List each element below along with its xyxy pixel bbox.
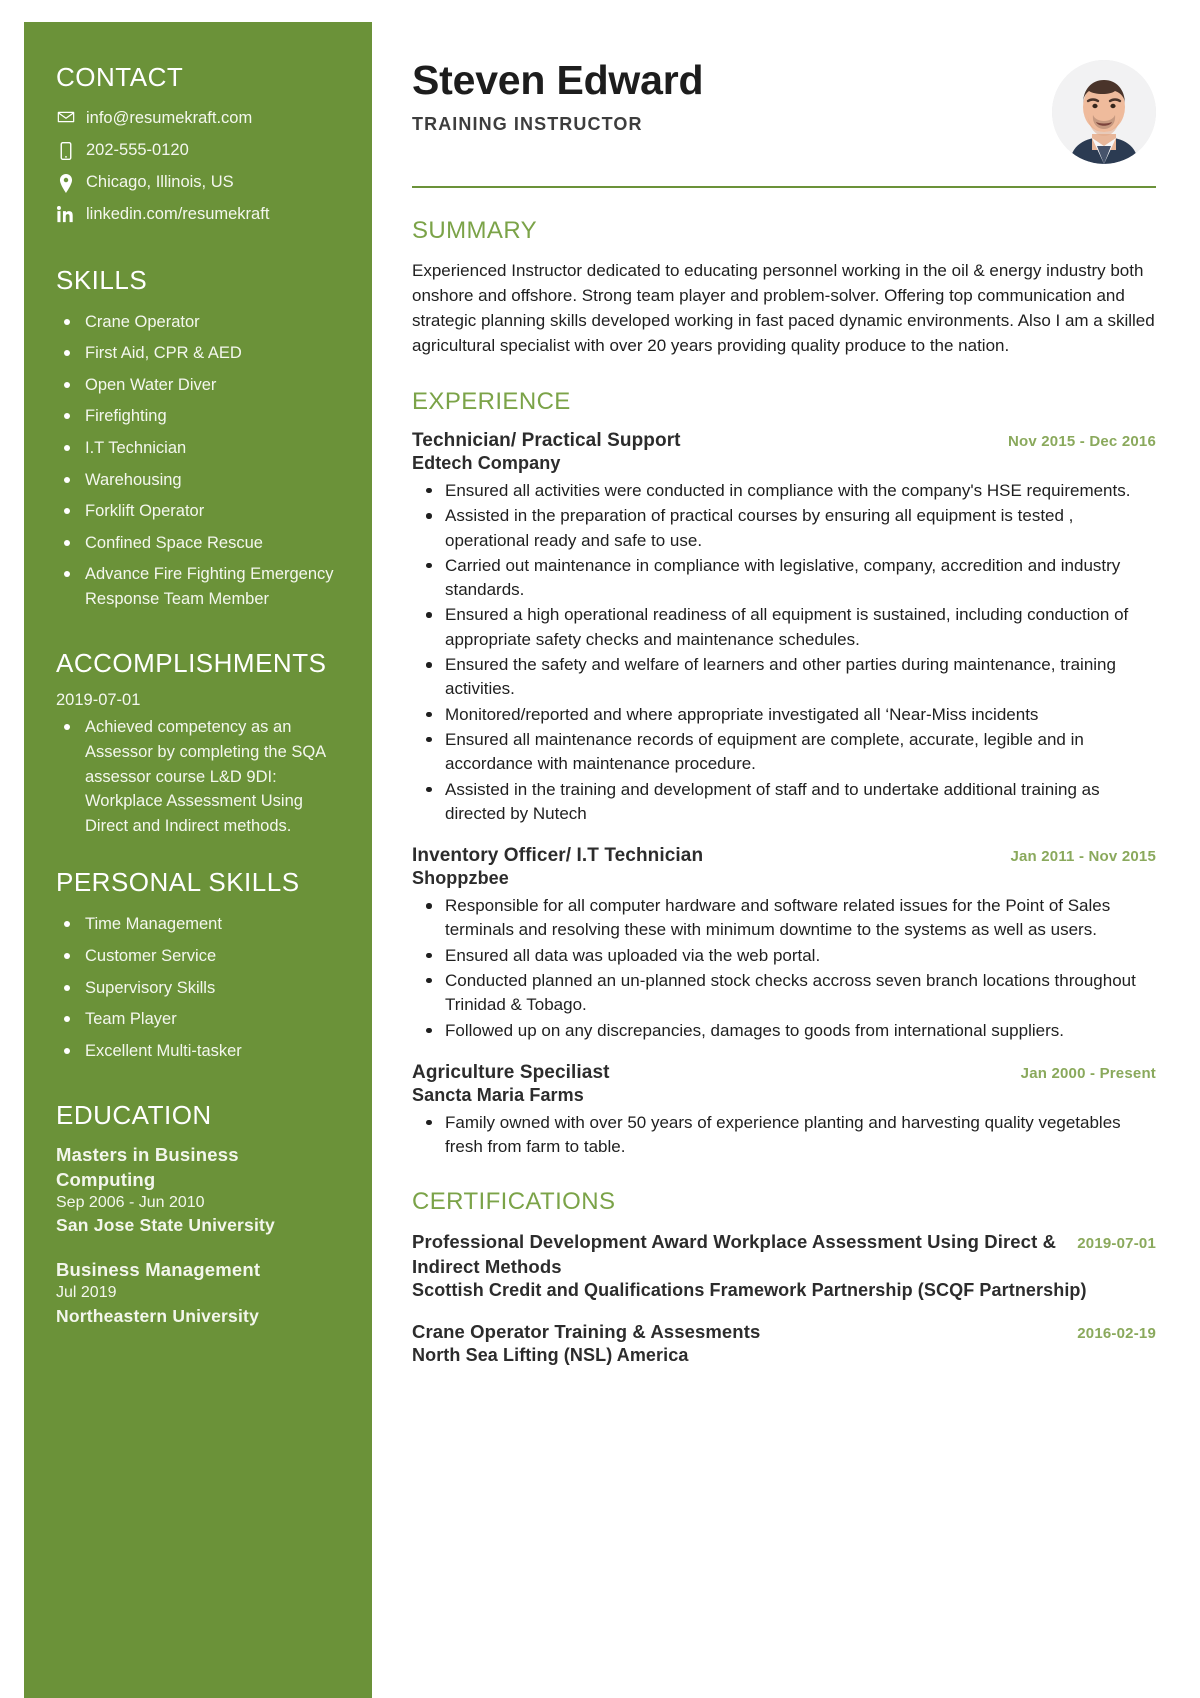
contact-email-text: info@resumekraft.com [86, 109, 253, 127]
experience-entry [412, 1062, 1156, 1160]
job-date: Nov 2015 - Dec 2016 [1007, 432, 1156, 450]
spacer [56, 845, 342, 867]
education-degree: Business Management [56, 1259, 261, 1281]
list-item: Advance Fire Fighting Emergency Response Team Member [60, 562, 342, 611]
list-item: I.T Technician [60, 436, 342, 461]
accomplishments-list [60, 715, 342, 838]
personal-skills-heading: PERSONAL SKILLS [56, 867, 300, 898]
list-item: Warehousing [60, 468, 342, 493]
contact-linkedin-text: linkedin.com/resumekraft [86, 204, 270, 223]
job-title: Inventory Officer/ I.T Technician [412, 845, 704, 867]
list-item: Ensured all data was uploaded via the web portal. [412, 944, 1156, 968]
contact-phone-text: 202-555-0120 [86, 140, 189, 159]
main-content [372, 22, 1176, 1698]
contact-location-text: Chicago, Illinois, US [86, 172, 234, 191]
job-role-subtitle: TRAINING INSTRUCTOR [412, 114, 643, 135]
experience-entry-header [412, 845, 1156, 867]
spacer [56, 618, 342, 648]
contact-section [56, 62, 342, 227]
certification-entry [412, 1320, 1156, 1368]
list-item: Ensured all maintenance records of equipment are complete, accurate, legible and in accordance with maintenance procedure. [412, 728, 1156, 777]
certification-name: Professional Development Award Workplace Assessment Using Direct & Indirect Methods [412, 1231, 1057, 1277]
certifications-heading: CERTIFICATIONS [412, 1188, 616, 1216]
spacer [56, 1070, 342, 1100]
education-entry [56, 1258, 342, 1328]
contact-heading: CONTACT [56, 62, 184, 92]
job-bullet-list [412, 479, 1156, 826]
spacer [56, 235, 342, 265]
job-company: Edtech Company [412, 452, 561, 473]
education-date: Sep 2006 - Jun 2010 [56, 1194, 205, 1212]
list-item: Ensured the safety and welfare of learners and other parties during maintenance, training activities. [412, 653, 1156, 702]
list-item: Customer Service [60, 944, 342, 969]
certification-organization: North Sea Lifting (NSL) America [412, 1345, 689, 1366]
skills-heading: SKILLS [56, 264, 148, 295]
experience-entry [412, 845, 1156, 1043]
contact-item-location [56, 171, 342, 195]
skills-list [60, 310, 342, 612]
avatar-photo [1052, 60, 1156, 164]
education-section [56, 1100, 342, 1328]
list-item: Monitored/reported and where appropriate investigated all ‘Near-Miss incidents [412, 703, 1156, 727]
experience-entry-header [412, 430, 1156, 452]
job-company: Shoppzbee [412, 868, 509, 889]
linkedin-icon [56, 203, 75, 223]
experience-entry-header [412, 1062, 1156, 1084]
personal-skills-section [56, 867, 342, 1063]
certification-name: Crane Operator Training & Assesments [412, 1321, 761, 1343]
education-degree: Masters in Business Computing [56, 1144, 239, 1190]
list-item: Confined Space Rescue [60, 531, 342, 556]
list-item: Family owned with over 50 years of experience planting and harvesting quality vegetables fresh from farm to table. [412, 1111, 1156, 1160]
list-item: Excellent Multi-tasker [60, 1039, 342, 1064]
education-heading: EDUCATION [56, 1100, 212, 1131]
education-entry [56, 1143, 342, 1238]
header-text [412, 58, 703, 135]
page-title: Steven Edward [412, 57, 704, 103]
list-item: Supervisory Skills [60, 976, 342, 1001]
list-item: Ensured a high operational readiness of all equipment is sustained, including conduction of appropriate safety checks and maintenance schedules. [412, 603, 1156, 652]
list-item: Assisted in the training and development of staff and to undertake additional training as directed by Nutech [412, 778, 1156, 827]
contact-item-linkedin[interactable] [56, 203, 342, 227]
experience-heading: EXPERIENCE [412, 387, 571, 415]
job-bullet-list [412, 894, 1156, 1043]
list-item: Time Management [60, 912, 342, 937]
list-item: Team Player [60, 1007, 342, 1032]
accomplishments-section [56, 648, 342, 838]
job-title: Agriculture Speciliast [412, 1061, 610, 1083]
avatar [1052, 60, 1156, 164]
list-item: Achieved competency as an Assessor by completing the SQA assessor course L&D 9DI: Workplace Assessment Using Direct and Indirect methods. [60, 715, 342, 838]
job-date: Jan 2011 - Nov 2015 [1010, 848, 1156, 866]
certification-entry [412, 1230, 1156, 1303]
list-item: Crane Operator [60, 310, 342, 335]
contact-item-email [56, 107, 342, 131]
education-school: Northeastern University [56, 1305, 259, 1326]
list-item: Ensured all activities were conducted in compliance with the company's HSE requirements. [412, 479, 1156, 503]
job-date: Jan 2000 - Present [1020, 1064, 1156, 1082]
accomplishments-date: 2019-07-01 [56, 691, 141, 710]
personal-skills-list [60, 912, 342, 1063]
certification-date: 2016-02-19 [1077, 1325, 1156, 1343]
experience-entry [412, 430, 1156, 826]
contact-item-phone [56, 139, 342, 163]
envelope-icon [56, 107, 75, 124]
education-school: San Jose State University [56, 1215, 275, 1236]
phone-icon [56, 139, 75, 160]
sidebar [24, 22, 372, 1698]
resume-header [412, 58, 1156, 164]
list-item: Responsible for all computer hardware and software related issues for the Point of Sales terminals and resolving these with minimum downtime to the systems as well as users. [412, 894, 1156, 943]
job-title: Technician/ Practical Support [412, 429, 681, 451]
certification-entry-header [412, 1230, 1156, 1279]
list-item: Followed up on any discrepancies, damages to goods from international suppliers. [412, 1019, 1156, 1043]
certification-entry-header [412, 1320, 1156, 1344]
certification-date: 2019-07-01 [1077, 1235, 1156, 1253]
summary-heading: SUMMARY [412, 217, 538, 244]
list-item: Open Water Diver [60, 373, 342, 398]
list-item: Conducted planned an un-planned stock checks accross seven branch locations throughout Trinidad & Tobago. [412, 969, 1156, 1018]
job-company: Sancta Maria Farms [412, 1084, 584, 1105]
header-divider [412, 186, 1156, 188]
accomplishments-heading: ACCOMPLISHMENTS [56, 648, 327, 679]
location-pin-icon [56, 171, 75, 193]
list-item: Carried out maintenance in compliance with legislative, company, accredition and industry standards. [412, 554, 1156, 603]
education-date: Jul 2019 [56, 1284, 117, 1302]
certification-organization: Scottish Credit and Qualifications Framework Partnership (SCQF Partnership) [412, 1280, 1087, 1301]
summary-text: Experienced Instructor dedicated to educating personnel working in the oil & energy industry both onshore and offshore. Strong team player and problem-solver. Offering top communication and strategic planning skills developed working in fast paced dynamic environments. Also I am a skilled agricultural specialist with over 20 years providing quality produce to the nation. [412, 261, 1155, 355]
list-item: Firefighting [60, 404, 342, 429]
list-item: Forklift Operator [60, 499, 342, 524]
list-item: Assisted in the preparation of practical courses by ensuring all equipment is tested , operational ready and safe to use. [412, 504, 1156, 553]
job-bullet-list [412, 1111, 1156, 1160]
skills-section [56, 265, 342, 612]
list-item: First Aid, CPR & AED [60, 341, 342, 366]
